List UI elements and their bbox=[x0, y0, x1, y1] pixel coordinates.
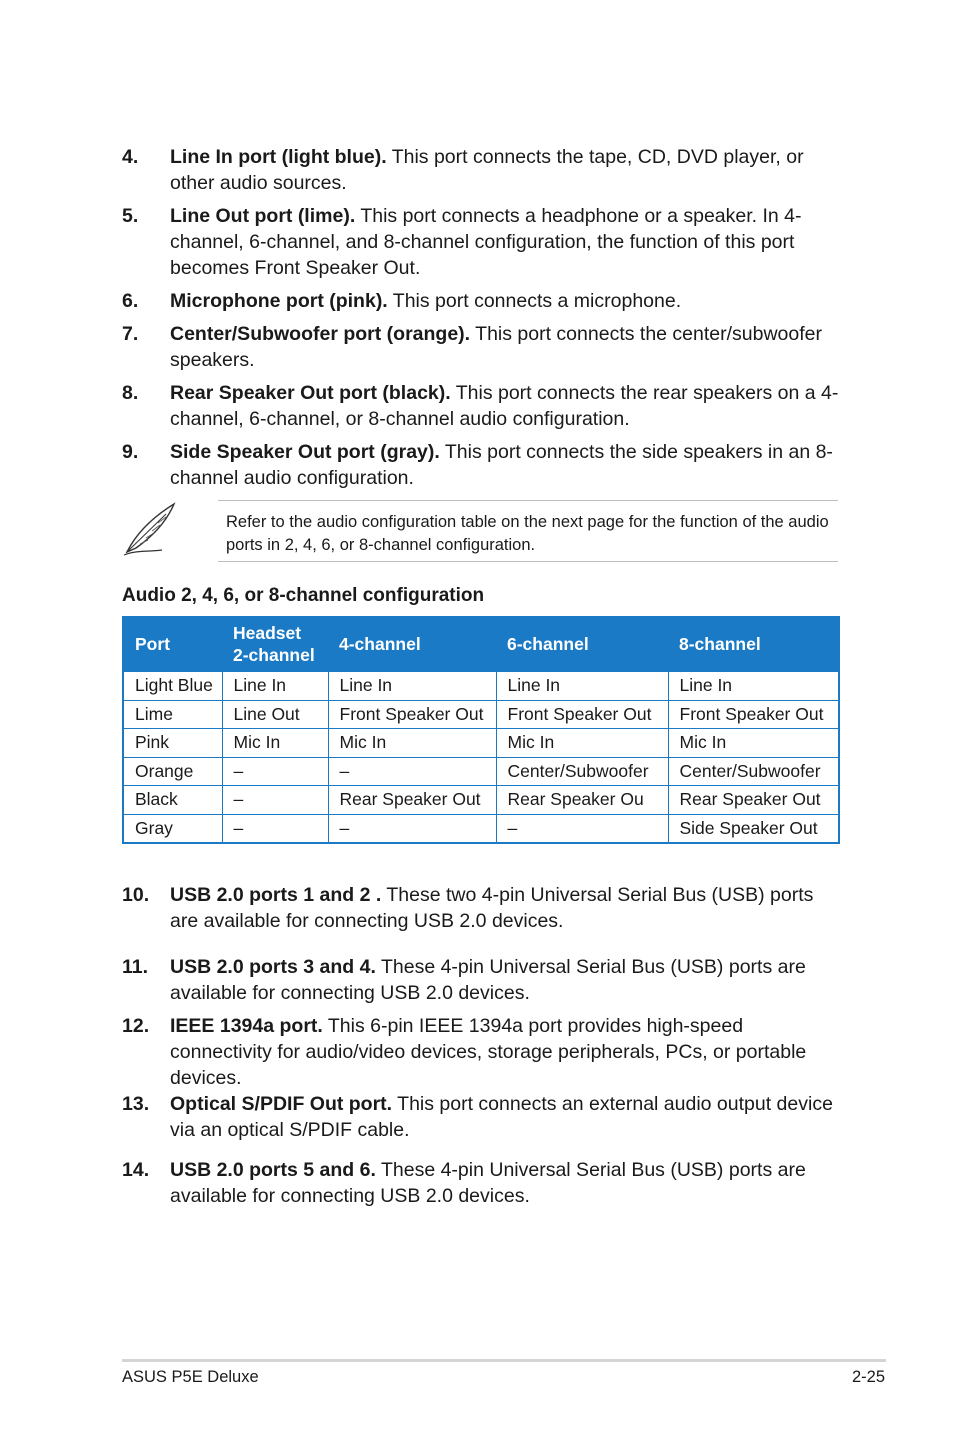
item-lead: Side Speaker Out port (gray). bbox=[170, 441, 440, 463]
table-header-row bbox=[123, 617, 839, 671]
item-text: This port connects a headphone or a speaker. In 4-channel, 6-channel, and 8-channel configuration, the function of this port becomes Front Speaker Out. bbox=[170, 205, 802, 279]
item-text: This 6-pin IEEE 1394a port provides high-speed connectivity for audio/video devices, storage peripherals, PCs, or portable devices. bbox=[170, 1015, 807, 1089]
table-cell: Line In bbox=[668, 671, 839, 700]
list-item bbox=[122, 321, 842, 373]
list-item bbox=[122, 144, 842, 196]
port-list-top bbox=[122, 144, 842, 498]
item-lead: USB 2.0 ports 1 and 2 . bbox=[170, 884, 382, 906]
table-cell: Rear Speaker Ou bbox=[496, 786, 668, 815]
table-cell: Orange bbox=[123, 757, 222, 786]
table-cell: Line Out bbox=[222, 700, 328, 729]
item-number: 14. bbox=[122, 1159, 150, 1181]
page-number: 2-25 bbox=[851, 1368, 885, 1386]
list-item bbox=[122, 380, 842, 432]
item-text: This port connects the rear speakers on a 4-channel, 6-channel, or 8-channel audio configuration. bbox=[170, 382, 839, 430]
table-cell: Center/Subwoofer bbox=[668, 757, 839, 786]
table-cell: Line In bbox=[496, 671, 668, 700]
item-lead: Center/Subwoofer port (orange). bbox=[170, 323, 471, 345]
table-cell: Mic In bbox=[496, 729, 668, 758]
item-lead: Rear Speaker Out port (black). bbox=[170, 382, 451, 404]
footer-divider bbox=[122, 1359, 886, 1362]
header-port: Port bbox=[123, 617, 222, 671]
table-cell: Mic In bbox=[222, 729, 328, 758]
item-number: 13. bbox=[122, 1093, 150, 1115]
item-text: This port connects the center/subwoofer speakers. bbox=[170, 323, 823, 371]
item-number: 5. bbox=[122, 205, 139, 227]
item-text: These 4-pin Universal Serial Bus (USB) ports are available for connecting USB 2.0 devices. bbox=[170, 1159, 806, 1207]
item-text: This port connects a microphone. bbox=[387, 290, 682, 312]
table-row bbox=[123, 814, 839, 843]
item-number: 9. bbox=[122, 441, 139, 463]
list-item bbox=[122, 1157, 842, 1209]
item-text: This port connects the side speakers in an 8-channel audio configuration. bbox=[170, 441, 833, 489]
list-item bbox=[122, 882, 842, 934]
table-cell: Side Speaker Out bbox=[668, 814, 839, 843]
note-text: Refer to the audio configuration table on the next page for the function of the audio ports in 2, 4, 6, or 8-channel configuration. bbox=[218, 500, 838, 562]
table-row bbox=[123, 786, 839, 815]
table-row bbox=[123, 671, 839, 700]
table-row bbox=[123, 757, 839, 786]
table-cell: Pink bbox=[123, 729, 222, 758]
item-number: 11. bbox=[122, 956, 149, 978]
item-number: 8. bbox=[122, 382, 139, 404]
item-lead: USB 2.0 ports 3 and 4. bbox=[170, 956, 376, 978]
item-number: 7. bbox=[122, 323, 139, 345]
item-text: These two 4-pin Universal Serial Bus (USB) ports are available for connecting USB 2.0 devices. bbox=[170, 884, 814, 932]
audio-config-table bbox=[122, 616, 840, 844]
table-cell: Lime bbox=[123, 700, 222, 729]
header-6ch: 6-channel bbox=[496, 617, 668, 671]
table-cell: – bbox=[328, 814, 496, 843]
item-number: 12. bbox=[122, 1015, 150, 1037]
table-cell: Front Speaker Out bbox=[668, 700, 839, 729]
table-cell: – bbox=[222, 757, 328, 786]
item-text: This port connects the tape, CD, DVD player, or other audio sources. bbox=[170, 146, 804, 194]
item-lead: Line In port (light blue). bbox=[170, 146, 387, 168]
item-lead: Line Out port (lime). bbox=[170, 205, 356, 227]
table-cell: – bbox=[496, 814, 668, 843]
table-cell: Black bbox=[123, 786, 222, 815]
item-number: 6. bbox=[122, 290, 139, 312]
table-row bbox=[123, 729, 839, 758]
table-cell: – bbox=[222, 814, 328, 843]
item-number: 4. bbox=[122, 146, 139, 168]
port-list-bottom bbox=[122, 882, 842, 1209]
table-cell: Rear Speaker Out bbox=[328, 786, 496, 815]
table-row bbox=[123, 700, 839, 729]
table-cell: Front Speaker Out bbox=[328, 700, 496, 729]
table-cell: Line In bbox=[328, 671, 496, 700]
list-item bbox=[122, 203, 842, 281]
table-cell: Front Speaker Out bbox=[496, 700, 668, 729]
item-number: 10. bbox=[122, 884, 150, 906]
table-title: Audio 2, 4, 6, or 8-channel configuration bbox=[122, 585, 485, 606]
table-cell: Rear Speaker Out bbox=[668, 786, 839, 815]
header-8ch: 8-channel bbox=[668, 617, 839, 671]
table-cell: Light Blue bbox=[123, 671, 222, 700]
pen-note-icon bbox=[122, 500, 180, 558]
table-cell: – bbox=[222, 786, 328, 815]
table-cell: Gray bbox=[123, 814, 222, 843]
table-cell: Mic In bbox=[328, 729, 496, 758]
list-item bbox=[122, 1091, 842, 1143]
list-item bbox=[122, 954, 842, 1006]
footer-product: ASUS P5E Deluxe bbox=[122, 1368, 259, 1386]
item-text: These 4-pin Universal Serial Bus (USB) ports are available for connecting USB 2.0 devices. bbox=[170, 956, 806, 1004]
item-lead: IEEE 1394a port. bbox=[170, 1015, 323, 1037]
table-cell: Mic In bbox=[668, 729, 839, 758]
list-item bbox=[122, 439, 842, 491]
table-cell: Center/Subwoofer bbox=[496, 757, 668, 786]
table-cell: – bbox=[328, 757, 496, 786]
item-lead: Microphone port (pink). bbox=[170, 290, 388, 312]
list-item bbox=[122, 1013, 842, 1091]
table-cell: Line In bbox=[222, 671, 328, 700]
header-headset: Headset 2-channel bbox=[222, 617, 328, 671]
header-4ch: 4-channel bbox=[328, 617, 496, 671]
item-text: This port connects an external audio output device via an optical S/PDIF cable. bbox=[170, 1093, 833, 1141]
list-item bbox=[122, 288, 842, 314]
item-lead: Optical S/PDIF Out port. bbox=[170, 1093, 393, 1115]
note-block bbox=[122, 500, 838, 564]
item-lead: USB 2.0 ports 5 and 6. bbox=[170, 1159, 376, 1181]
